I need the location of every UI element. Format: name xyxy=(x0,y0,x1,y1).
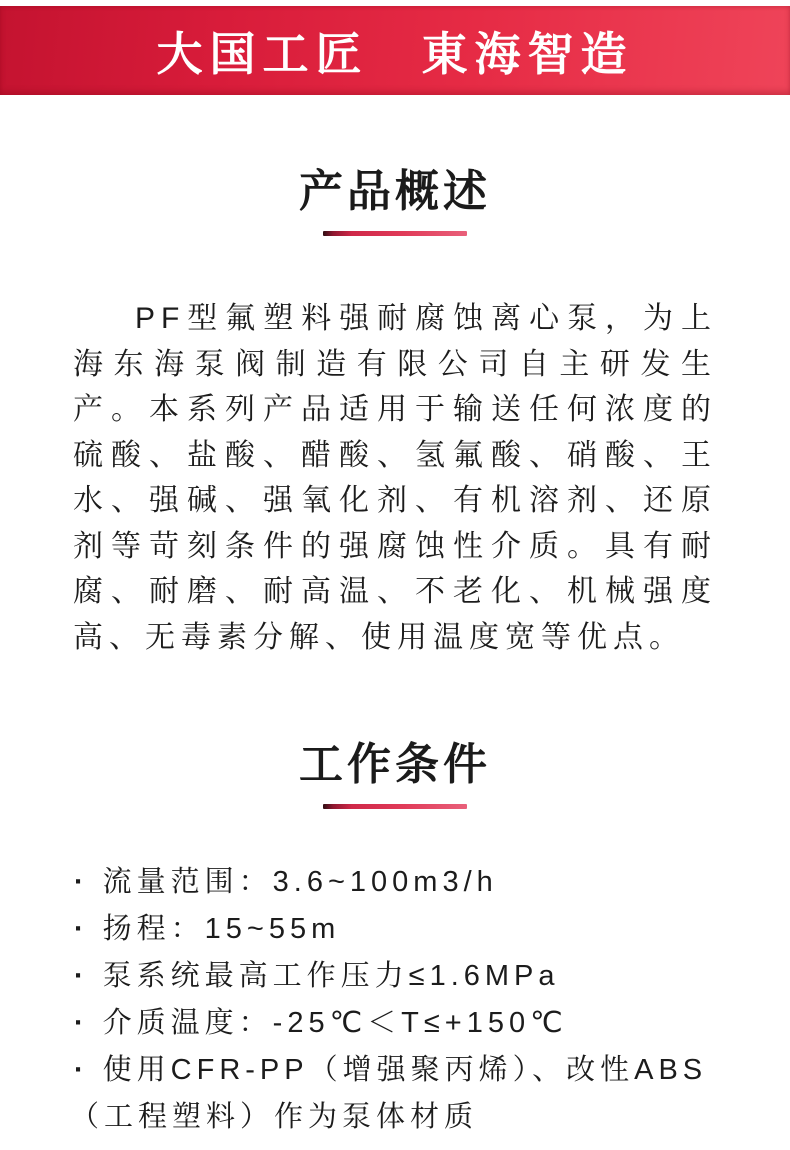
condition-item-flow-range xyxy=(70,859,720,906)
conditions-section xyxy=(0,740,790,1141)
condition-text: 介质温度：-25℃＜T≤+150℃ xyxy=(102,1007,568,1039)
bullet-icon: · xyxy=(74,913,89,945)
condition-text: 流量范围：3.6~100m3/h xyxy=(102,866,498,898)
condition-item-head xyxy=(70,906,720,953)
product-detail-page xyxy=(0,6,790,1150)
bullet-icon: · xyxy=(74,960,89,992)
condition-item-max-pressure xyxy=(70,953,720,1000)
conditions-title-underline xyxy=(323,804,467,809)
banner-title: 大国工匠 東海智造 xyxy=(156,27,634,80)
bullet-icon: · xyxy=(74,1007,89,1039)
condition-text: 泵系统最高工作压力≤1.6MPa xyxy=(102,960,560,992)
bullet-icon: · xyxy=(74,866,89,898)
condition-item-medium-temperature xyxy=(70,1000,720,1047)
brand-banner xyxy=(0,6,790,95)
bullet-icon: · xyxy=(74,1054,89,1086)
conditions-section-title: 工作条件 xyxy=(299,740,491,789)
overview-section-title: 产品概述 xyxy=(299,167,491,216)
overview-title-underline xyxy=(323,231,467,236)
overview-paragraph: PF型氟塑料强耐腐蚀离心泵，为上海东海泵阀制造有限公司自主研发生产。本系列产品适用于输送任何浓度的硫酸、盐酸、醋酸、氢氟酸、硝酸、王水、强碱、强氧化剂、有机溶剂、还原剂等苛刻条件的强腐蚀性介质。具有耐腐、耐磨、耐高温、不老化、机械强度高、无毒素分解、使用温度宽等优点。 xyxy=(73,302,717,654)
conditions-list xyxy=(70,859,720,1141)
overview-section xyxy=(0,167,790,660)
condition-item-pump-body-material xyxy=(70,1047,720,1141)
condition-text: 扬程：15~55m xyxy=(102,913,341,945)
condition-text: 使用CFR-PP（增强聚丙烯）、改性ABS（工程塑料）作为泵体材质 xyxy=(70,1054,708,1133)
